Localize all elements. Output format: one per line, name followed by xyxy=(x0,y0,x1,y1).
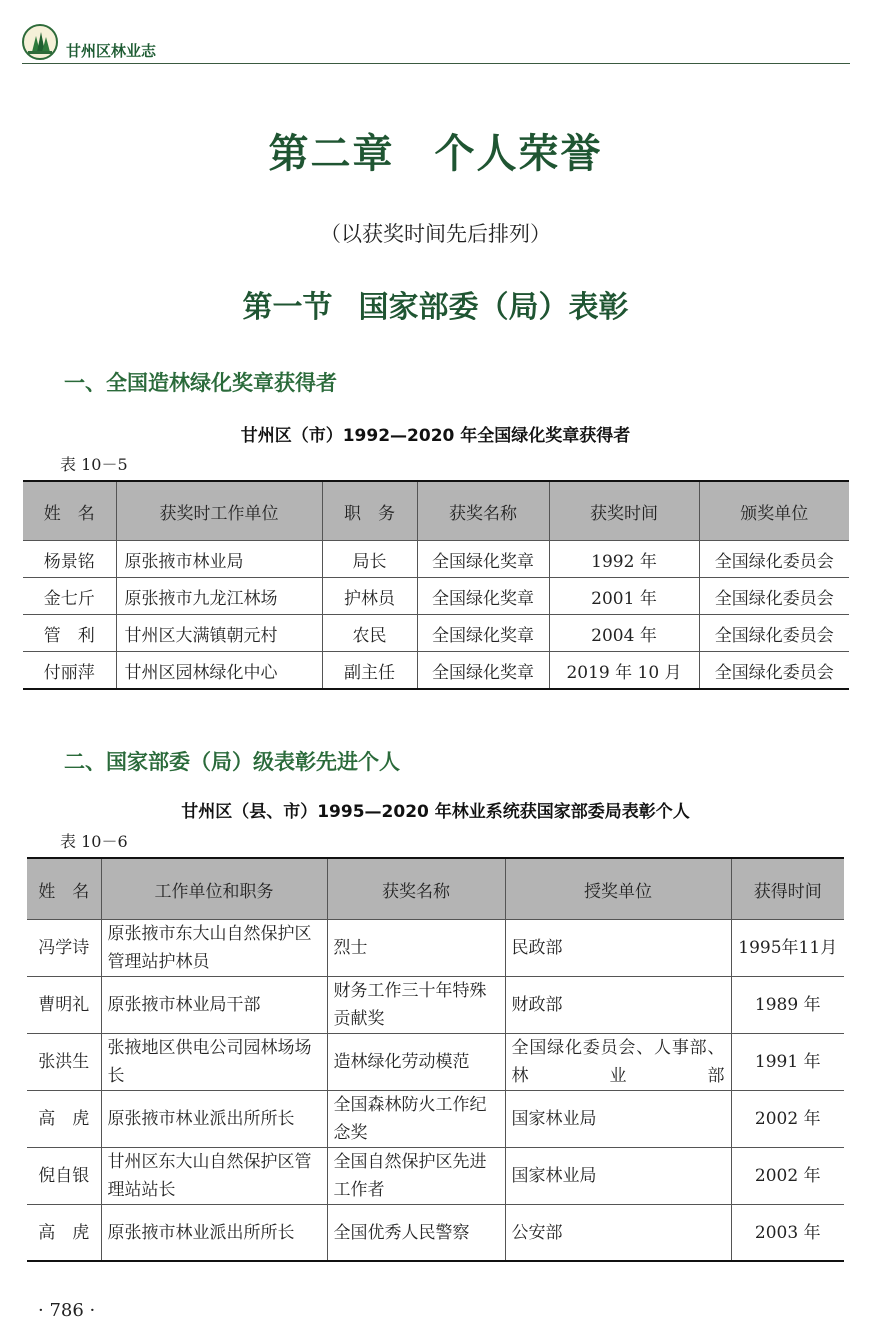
cell-position: 护林员 xyxy=(322,578,417,615)
cell-award: 财务工作三十年特殊贡献奖 xyxy=(327,977,505,1034)
table2-number: 表 10－6 xyxy=(60,832,128,851)
column-header: 授奖单位 xyxy=(505,858,731,920)
cell-issuer: 全国绿化委员会 xyxy=(699,541,849,578)
cell-date: 2004 年 xyxy=(549,615,699,652)
cell-name: 高 虎 xyxy=(27,1205,101,1262)
cell-award: 烈士 xyxy=(327,920,505,977)
cell-award: 全国绿化奖章 xyxy=(417,652,549,690)
column-header: 姓 名 xyxy=(23,481,116,541)
table-row xyxy=(27,920,844,977)
table-row xyxy=(27,977,844,1034)
chapter-title: 第二章 个人荣誉 xyxy=(268,130,603,177)
cell-issuer: 国家林业局 xyxy=(505,1148,731,1205)
cell-date: 1995年11月 xyxy=(731,920,844,977)
table1-number: 表 10－5 xyxy=(60,455,128,474)
cell-name: 金七斤 xyxy=(23,578,116,615)
column-header: 获奖时间 xyxy=(549,481,699,541)
cell-name: 杨景铭 xyxy=(23,541,116,578)
cell-unit: 甘州区东大山自然保护区管理站站长 xyxy=(101,1148,327,1205)
cell-date: 1992 年 xyxy=(549,541,699,578)
cell-name: 管 利 xyxy=(23,615,116,652)
cell-name: 张洪生 xyxy=(27,1034,101,1091)
column-header: 获奖名称 xyxy=(417,481,549,541)
section-title: 第一节 国家部委（局）表彰 xyxy=(242,290,629,325)
cell-issuer: 民政部 xyxy=(505,920,731,977)
cell-position: 局长 xyxy=(322,541,417,578)
cell-date: 2002 年 xyxy=(731,1148,844,1205)
cell-date: 1991 年 xyxy=(731,1034,844,1091)
page-number: · 786 · xyxy=(38,1300,96,1321)
award-table-1 xyxy=(23,480,849,690)
chapter-subtitle: （以获奖时间先后排列） xyxy=(320,222,551,246)
cell-date: 2001 年 xyxy=(549,578,699,615)
column-header: 颁奖单位 xyxy=(699,481,849,541)
cell-name: 曹明礼 xyxy=(27,977,101,1034)
table-row xyxy=(27,1205,844,1262)
cell-issuer: 全国绿化委员会 xyxy=(699,615,849,652)
cell-award: 全国森林防火工作纪念奖 xyxy=(327,1091,505,1148)
forest-logo-icon xyxy=(22,24,58,60)
cell-date: 1989 年 xyxy=(731,977,844,1034)
cell-award: 造林绿化劳动模范 xyxy=(327,1034,505,1091)
cell-date: 2003 年 xyxy=(731,1205,844,1262)
table2-caption: 甘州区（县、市）1995—2020 年林业系统获国家部委局表彰个人 xyxy=(181,802,690,822)
table-row xyxy=(23,578,849,615)
cell-date: 2002 年 xyxy=(731,1091,844,1148)
cell-name: 付丽萍 xyxy=(23,652,116,690)
cell-position: 农民 xyxy=(322,615,417,652)
cell-unit: 原张掖市林业派出所所长 xyxy=(101,1205,327,1262)
cell-issuer: 全国绿化委员会、人事部、林业部 xyxy=(505,1034,731,1091)
table-row xyxy=(27,1034,844,1091)
table-header-row xyxy=(27,858,844,920)
cell-issuer: 全国绿化委员会 xyxy=(699,578,849,615)
award-table-2 xyxy=(27,857,844,1262)
table-row xyxy=(27,1091,844,1148)
cell-position: 副主任 xyxy=(322,652,417,690)
cell-issuer: 财政部 xyxy=(505,977,731,1034)
cell-name: 高 虎 xyxy=(27,1091,101,1148)
cell-name: 冯学诗 xyxy=(27,920,101,977)
column-header: 获得时间 xyxy=(731,858,844,920)
cell-issuer: 全国绿化委员会 xyxy=(699,652,849,690)
table-row xyxy=(23,615,849,652)
cell-unit: 张掖地区供电公司园林场场长 xyxy=(101,1034,327,1091)
cell-award: 全国自然保护区先进工作者 xyxy=(327,1148,505,1205)
cell-award: 全国优秀人民警察 xyxy=(327,1205,505,1262)
page-header xyxy=(22,24,850,64)
table-row xyxy=(27,1148,844,1205)
cell-issuer: 国家林业局 xyxy=(505,1091,731,1148)
table-row xyxy=(23,541,849,578)
column-header: 获奖名称 xyxy=(327,858,505,920)
table-row xyxy=(23,652,849,690)
cell-unit: 甘州区大满镇朝元村 xyxy=(116,615,322,652)
column-header: 姓 名 xyxy=(27,858,101,920)
cell-award: 全国绿化奖章 xyxy=(417,578,549,615)
cell-unit: 原张掖市九龙江林场 xyxy=(116,578,322,615)
cell-unit: 原张掖市林业局 xyxy=(116,541,322,578)
column-header: 工作单位和职务 xyxy=(101,858,327,920)
table-header-row xyxy=(23,481,849,541)
column-header: 获奖时工作单位 xyxy=(116,481,322,541)
part1-heading: 一、全国造林绿化奖章获得者 xyxy=(64,371,337,395)
cell-award: 全国绿化奖章 xyxy=(417,541,549,578)
cell-unit: 甘州区园林绿化中心 xyxy=(116,652,322,690)
cell-unit: 原张掖市林业局干部 xyxy=(101,977,327,1034)
header-rule xyxy=(22,63,850,64)
part2-heading: 二、国家部委（局）级表彰先进个人 xyxy=(64,750,400,774)
cell-date: 2019 年 10 月 xyxy=(549,652,699,690)
table1-caption: 甘州区（市）1992—2020 年全国绿化奖章获得者 xyxy=(240,426,631,446)
column-header: 职 务 xyxy=(322,481,417,541)
cell-issuer: 公安部 xyxy=(505,1205,731,1262)
cell-name: 倪自银 xyxy=(27,1148,101,1205)
cell-unit: 原张掖市东大山自然保护区管理站护林员 xyxy=(101,920,327,977)
cell-award: 全国绿化奖章 xyxy=(417,615,549,652)
book-title: 甘州区林业志 xyxy=(66,42,157,60)
cell-unit: 原张掖市林业派出所所长 xyxy=(101,1091,327,1148)
